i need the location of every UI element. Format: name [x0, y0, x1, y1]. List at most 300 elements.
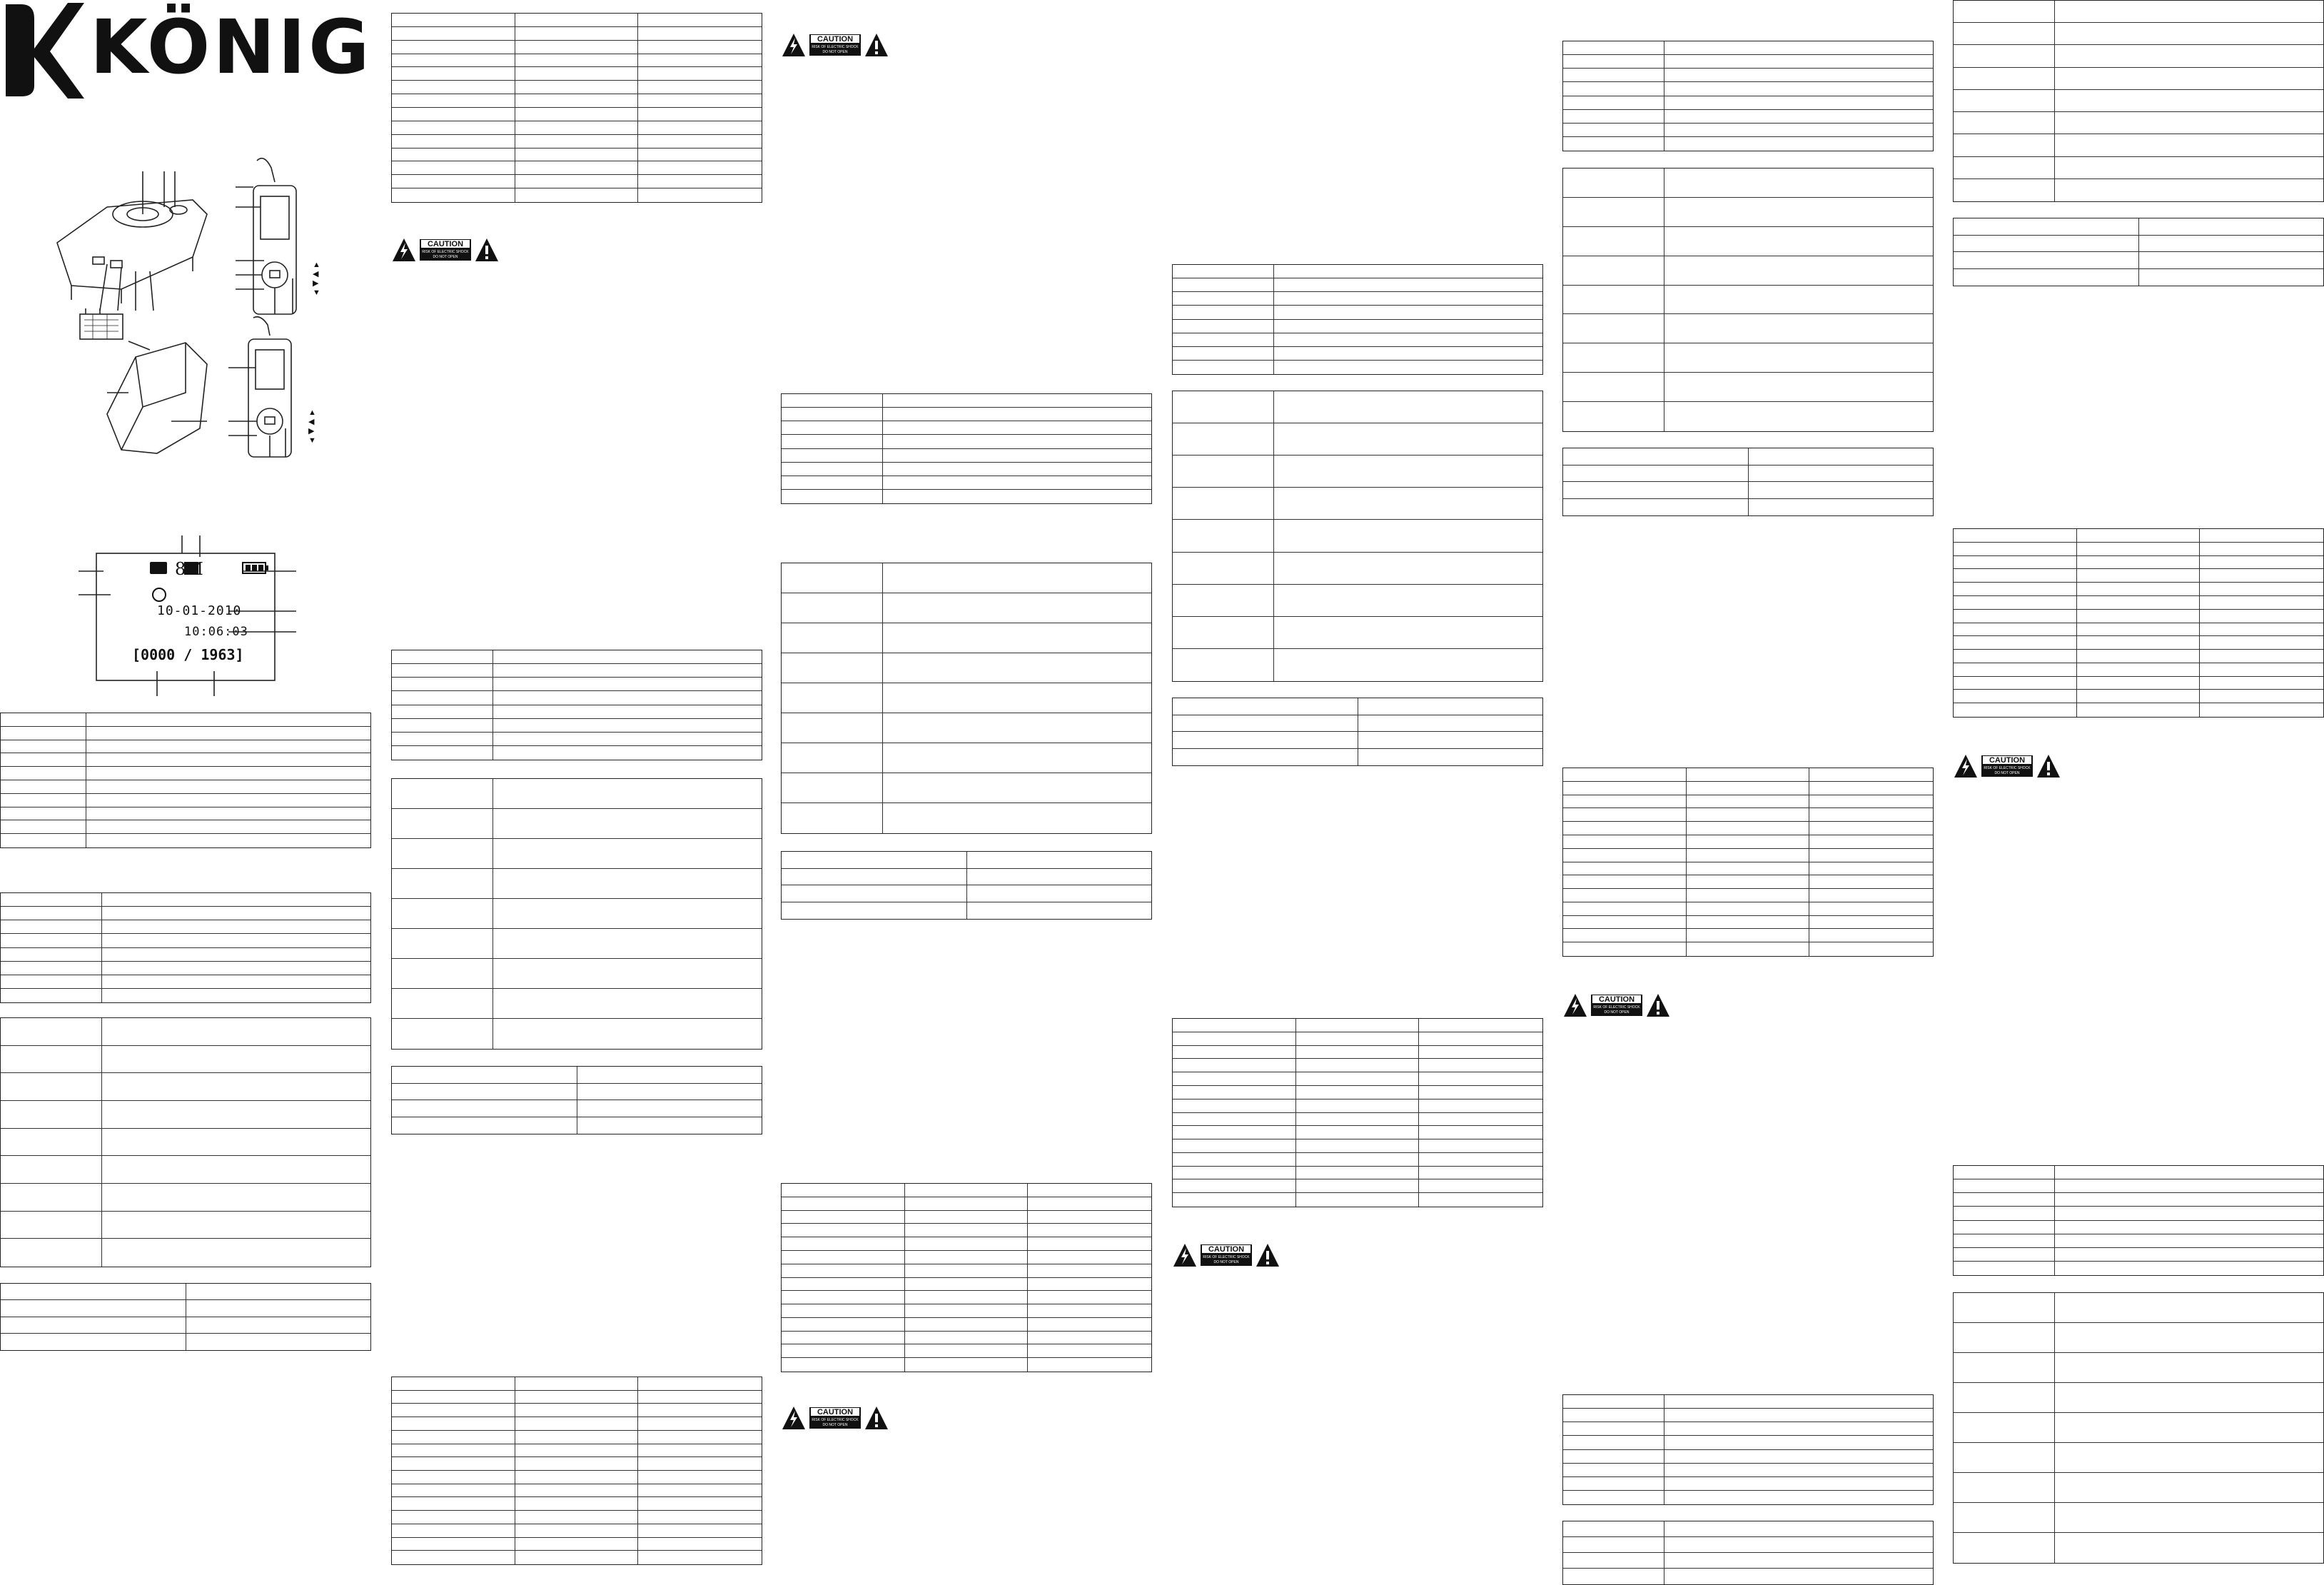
table-t1-a: [0, 713, 371, 848]
table-cell: [392, 809, 493, 839]
table-cell: [1563, 82, 1664, 96]
table-cell: [493, 733, 762, 746]
lcd-display-figure: [79, 535, 296, 696]
table-cell: [1954, 1248, 2055, 1262]
table-cell: [782, 1197, 905, 1211]
time-readout: 10:06:03: [184, 625, 248, 639]
table-cell: [1358, 732, 1542, 749]
table-cell: [638, 1457, 762, 1471]
table-cell: [1954, 690, 2077, 703]
table-cell: [1563, 1553, 1664, 1569]
caution-sublabel-2: DO NOT OPEN: [1994, 771, 2020, 775]
table-cell: [1687, 795, 1810, 809]
table-cell: [2200, 583, 2323, 596]
table-cell: [1173, 585, 1274, 617]
table-cell: [515, 1524, 639, 1538]
table-t8-a: [391, 1066, 762, 1134]
table-cell: [2055, 1179, 2323, 1193]
table-cell: [515, 1377, 639, 1391]
brand-name: KÖNIG: [90, 4, 373, 91]
table-cell: [2077, 556, 2201, 570]
table-cell: [515, 67, 639, 81]
table-cell: [2055, 1193, 2323, 1207]
table-cell: [1028, 1237, 1151, 1251]
table-cell: [1173, 347, 1274, 361]
table-cell: [392, 869, 493, 899]
table-cell: [1563, 168, 1664, 198]
table-cell: [883, 463, 1151, 476]
table-cell: [1173, 1113, 1296, 1127]
table-cell: [1419, 1167, 1542, 1180]
table-cell: [1809, 808, 1933, 822]
table-cell: [883, 563, 1151, 593]
table-cell: [2200, 650, 2323, 663]
table-cell: [577, 1067, 762, 1084]
table-cell: [638, 27, 762, 41]
table-t9-d: [1562, 768, 1934, 957]
table-cell: [2077, 596, 2201, 610]
caution-sublabel-2: DO NOT OPEN: [1604, 1010, 1630, 1015]
table-cell: [782, 885, 967, 902]
table-cell: [392, 121, 515, 135]
table-cell: [1296, 1032, 1420, 1046]
table-cell: [102, 1212, 370, 1239]
table-cell: [1173, 749, 1358, 766]
table-cell: [1563, 1450, 1664, 1464]
table-cell: [782, 1224, 905, 1237]
table-cell: [638, 1471, 762, 1484]
table-cell: [1809, 902, 1933, 916]
table-cell: [638, 149, 762, 162]
table-cell: [782, 1332, 905, 1345]
table-cell: [1419, 1072, 1542, 1086]
table-cell: [392, 705, 493, 719]
table-cell: [2055, 1, 2323, 23]
table-cell: [905, 1291, 1029, 1304]
table-cell: [1563, 835, 1687, 849]
table-cell: [782, 1211, 905, 1224]
table-cell: [392, 41, 515, 54]
table-cell: [186, 1334, 370, 1350]
table-cell: [782, 1264, 905, 1278]
table-cell: [2055, 45, 2323, 67]
table-cell: [1954, 556, 2077, 570]
table-cell: [392, 27, 515, 41]
table-cell: [1274, 292, 1542, 306]
table-cell: [883, 773, 1151, 803]
table-cell: [638, 1538, 762, 1551]
table-cell: [102, 989, 370, 1002]
table-cell: [782, 394, 883, 408]
table-cell: [2055, 1533, 2323, 1563]
table-cell: [1274, 456, 1542, 488]
table-cell: [782, 463, 883, 476]
table-cell: [1563, 916, 1687, 930]
table-cell: [883, 653, 1151, 683]
caution-warning-icon: [1172, 1242, 1280, 1268]
table-cell: [2077, 677, 2201, 690]
table-t6-e: [1562, 1394, 1934, 1505]
table-cell: [1954, 703, 2077, 717]
table-cell: [515, 1484, 639, 1498]
table-t6-f: [1953, 1165, 2324, 1276]
table-cell: [392, 959, 493, 989]
caution-sign-3: [781, 1405, 889, 1431]
table-t7-f: [1953, 0, 2324, 202]
table-cell: [493, 809, 762, 839]
table-cell: [1274, 553, 1542, 585]
table-cell: [1419, 1139, 1542, 1153]
table-cell: [86, 753, 370, 767]
table-cell: [1563, 1422, 1664, 1436]
table-cell: [392, 1471, 515, 1484]
table-cell: [782, 490, 883, 503]
table-cell: [883, 435, 1151, 448]
table-cell: [1563, 137, 1664, 151]
table-cell: [2077, 663, 2201, 677]
brand-logo: [0, 0, 378, 100]
table-cell: [1274, 278, 1542, 292]
table-cell: [1664, 168, 1933, 198]
table-cell: [2055, 1473, 2323, 1503]
table-cell: [782, 683, 883, 713]
table-cell: [1563, 782, 1687, 795]
table-cell: [515, 1551, 639, 1564]
table-cell: [1173, 488, 1274, 520]
table-cell: [493, 869, 762, 899]
table-cell: [1563, 256, 1664, 286]
table-cell: [102, 1073, 370, 1101]
table-cell: [638, 1551, 762, 1564]
table-cell: [1954, 663, 2077, 677]
table-cell: [2055, 90, 2323, 112]
table-cell: [2077, 543, 2201, 556]
table-cell: [638, 1391, 762, 1404]
table-cell: [392, 1484, 515, 1498]
table-cell: [1563, 482, 1749, 499]
table-cell: [392, 746, 493, 760]
table-cell: [1954, 1353, 2055, 1383]
table-cell: [493, 779, 762, 809]
table-cell: [1749, 499, 1933, 516]
table-cell: [186, 1317, 370, 1334]
table-cell: [1954, 596, 2077, 610]
caution-warning-icon: [781, 1405, 889, 1431]
table-cell: [782, 408, 883, 421]
table-t9-c: [1172, 1018, 1543, 1207]
table-cell: [1664, 82, 1933, 96]
table-cell: [515, 1511, 639, 1524]
table-cell: [1028, 1251, 1151, 1264]
table-cell: [1809, 768, 1933, 782]
table-cell: [1296, 1126, 1420, 1139]
table-cell: [392, 929, 493, 959]
table-t5-a: [391, 13, 762, 203]
table-cell: [1664, 41, 1933, 55]
table-cell: [1954, 623, 2077, 637]
table-cell: [1687, 902, 1810, 916]
table-cell: [2055, 1413, 2323, 1443]
table-cell: [102, 975, 370, 989]
table-cell: [102, 920, 370, 934]
table-cell: [782, 1344, 905, 1358]
table-cell: [102, 962, 370, 975]
table-cell: [1419, 1113, 1542, 1127]
table-cell: [1954, 1413, 2055, 1443]
table-cell: [1173, 1179, 1296, 1193]
table-cell: [515, 1391, 639, 1404]
table-cell: [1809, 849, 1933, 862]
table-cell: [1809, 862, 1933, 876]
table-cell: [1173, 456, 1274, 488]
table-cell: [883, 394, 1151, 408]
table-cell: [1173, 520, 1274, 552]
table-cell: [86, 727, 370, 740]
remote-control-figure: [236, 154, 328, 318]
table-cell: [782, 869, 967, 886]
table-cell: [1, 834, 86, 847]
table-cell: [2077, 623, 2201, 637]
table-cell: [1954, 179, 2055, 201]
table-cell: [1809, 782, 1933, 795]
table-cell: [1173, 1086, 1296, 1100]
table-cell: [2200, 636, 2323, 650]
table-cell: [1, 1334, 186, 1350]
table-cell: [2055, 1383, 2323, 1413]
table-cell: [1664, 314, 1933, 343]
table-cell: [1173, 732, 1358, 749]
table-cell: [1563, 1491, 1664, 1504]
table-cell: [1028, 1197, 1151, 1211]
caution-label: CAUTION: [817, 35, 854, 44]
caution-sign-1: [391, 237, 500, 263]
table-cell: [1687, 835, 1810, 849]
caution-label: CAUTION: [1208, 1245, 1245, 1254]
resolution-label: 8M: [175, 559, 203, 579]
table-cell: [86, 794, 370, 807]
table-cell: [2077, 650, 2201, 663]
table-cell: [1664, 1422, 1933, 1436]
table-cell: [1563, 448, 1749, 466]
table-cell: [392, 691, 493, 705]
table-cell: [638, 161, 762, 175]
table-cell: [883, 421, 1151, 435]
table-cell: [638, 1417, 762, 1431]
table-cell: [1954, 269, 2139, 286]
table-cell: [782, 852, 967, 869]
table-cell: [1, 1284, 186, 1300]
table-cell: [638, 1377, 762, 1391]
caution-warning-icon: [781, 32, 889, 58]
table-cell: [1028, 1358, 1151, 1372]
table-cell: [1954, 1234, 2055, 1248]
table-cell: [782, 1304, 905, 1318]
table-cell: [1664, 343, 1933, 373]
camera-open-figure: [79, 307, 221, 461]
table-cell: [1, 820, 86, 834]
table-cell: [392, 108, 515, 121]
table-cell: [1274, 585, 1542, 617]
table-cell: [1954, 1193, 2055, 1207]
table-cell: [1296, 1019, 1420, 1032]
table-cell: [1954, 543, 2077, 556]
table-cell: [1173, 333, 1274, 347]
table-cell: [392, 1551, 515, 1564]
table-cell: [1664, 1569, 1933, 1584]
table-cell: [1809, 916, 1933, 930]
arrow-left-icon: ◀: [308, 418, 315, 426]
table-cell: [782, 421, 883, 435]
table-cell: [883, 449, 1151, 463]
table-t6-d: [1562, 41, 1934, 151]
camera-device-figure: [43, 164, 214, 314]
table-cell: [515, 1444, 639, 1458]
caution-sublabel: RISK OF ELECTRIC SHOCK: [1203, 1255, 1250, 1259]
table-cell: [1687, 875, 1810, 889]
table-cell: [1687, 768, 1810, 782]
table-t7-a: [391, 778, 762, 1050]
table-cell: [782, 563, 883, 593]
table-cell: [1, 962, 102, 975]
table-t7-g: [1953, 1292, 2324, 1564]
table-cell: [1563, 286, 1664, 315]
table-cell: [1687, 929, 1810, 942]
table-cell: [1664, 227, 1933, 256]
table-cell: [2077, 610, 2201, 623]
table-cell: [1, 753, 86, 767]
table-cell: [1274, 333, 1542, 347]
table-cell: [1954, 218, 2139, 236]
table-cell: [186, 1300, 370, 1317]
table-cell: [1664, 286, 1933, 315]
table-cell: [1296, 1059, 1420, 1072]
table-cell: [392, 175, 515, 188]
table-t7-b: [781, 563, 1152, 834]
table-cell: [1, 1046, 102, 1074]
table-cell: [392, 989, 493, 1019]
table-cell: [1664, 1477, 1933, 1491]
caution-sublabel-2: DO NOT OPEN: [822, 1423, 848, 1427]
table-cell: [638, 135, 762, 149]
table-cell: [493, 650, 762, 664]
table-t8-e: [1562, 1521, 1934, 1585]
table-cell: [905, 1237, 1029, 1251]
table-cell: [905, 1264, 1029, 1278]
table-cell: [392, 81, 515, 94]
table-cell: [392, 733, 493, 746]
table-t7-e: [1562, 168, 1934, 432]
table-cell: [1954, 583, 2077, 596]
table-cell: [493, 989, 762, 1019]
table-cell: [392, 14, 515, 27]
table-cell: [1563, 373, 1664, 402]
table-cell: [392, 1417, 515, 1431]
table-cell: [1687, 942, 1810, 956]
table-cell: [905, 1304, 1029, 1318]
table-cell: [638, 81, 762, 94]
caution-sign-4: [1172, 1242, 1280, 1268]
table-cell: [883, 713, 1151, 743]
table-cell: [782, 476, 883, 490]
table-cell: [1, 727, 86, 740]
caution-sign-6: [1953, 753, 2061, 779]
table-cell: [638, 41, 762, 54]
table-cell: [782, 623, 883, 653]
table-cell: [392, 1511, 515, 1524]
table-cell: [1563, 314, 1664, 343]
table-cell: [1687, 822, 1810, 835]
table-cell: [1954, 1221, 2055, 1234]
table-cell: [1028, 1318, 1151, 1332]
table-cell: [102, 907, 370, 920]
table-cell: [1173, 715, 1358, 733]
table-cell: [392, 1100, 577, 1117]
table-cell: [515, 1471, 639, 1484]
table-cell: [1419, 1032, 1542, 1046]
table-cell: [1173, 1072, 1296, 1086]
table-cell: [2200, 623, 2323, 637]
table-cell: [1274, 423, 1542, 456]
arrow-left-icon: ◀: [313, 270, 319, 278]
table-cell: [1274, 617, 1542, 649]
caution-sublabel: RISK OF ELECTRIC SHOCK: [1593, 1005, 1640, 1010]
table-cell: [86, 713, 370, 727]
table-cell: [1, 989, 102, 1002]
caution-sign-2: [781, 32, 889, 58]
table-cell: [638, 1431, 762, 1444]
table-cell: [967, 902, 1151, 920]
table-cell: [1687, 849, 1810, 862]
table-cell: [2200, 703, 2323, 717]
table-cell: [638, 1444, 762, 1458]
table-cell: [1664, 55, 1933, 69]
table-cell: [1, 1129, 102, 1157]
table-cell: [1, 767, 86, 780]
table-cell: [883, 490, 1151, 503]
table-cell: [392, 1377, 515, 1391]
table-cell: [1, 948, 102, 962]
table-cell: [1563, 55, 1664, 69]
table-t6-b: [781, 393, 1152, 504]
table-cell: [515, 1538, 639, 1551]
table-cell: [1954, 23, 2055, 45]
table-cell: [1296, 1072, 1420, 1086]
table-cell: [493, 691, 762, 705]
table-cell: [1, 1018, 102, 1046]
table-cell: [1954, 1207, 2055, 1220]
table-cell: [515, 1417, 639, 1431]
table-cell: [1954, 1293, 2055, 1323]
table-cell: [1419, 1179, 1542, 1193]
table-cell: [905, 1184, 1029, 1197]
table-cell: [392, 779, 493, 809]
table-cell: [1954, 636, 2077, 650]
caution-label: CAUTION: [427, 240, 464, 248]
table-cell: [2077, 529, 2201, 543]
table-cell: [883, 683, 1151, 713]
caution-sublabel-2: DO NOT OPEN: [1213, 1260, 1239, 1264]
table-cell: [1664, 124, 1933, 137]
table-cell: [392, 94, 515, 108]
caution-label: CAUTION: [1598, 995, 1635, 1004]
table-cell: [392, 1538, 515, 1551]
table-cell: [1563, 343, 1664, 373]
table-cell: [86, 820, 370, 834]
table-cell: [493, 678, 762, 691]
table-cell: [1, 1101, 102, 1129]
table-cell: [577, 1100, 762, 1117]
table-cell: [102, 1184, 370, 1212]
